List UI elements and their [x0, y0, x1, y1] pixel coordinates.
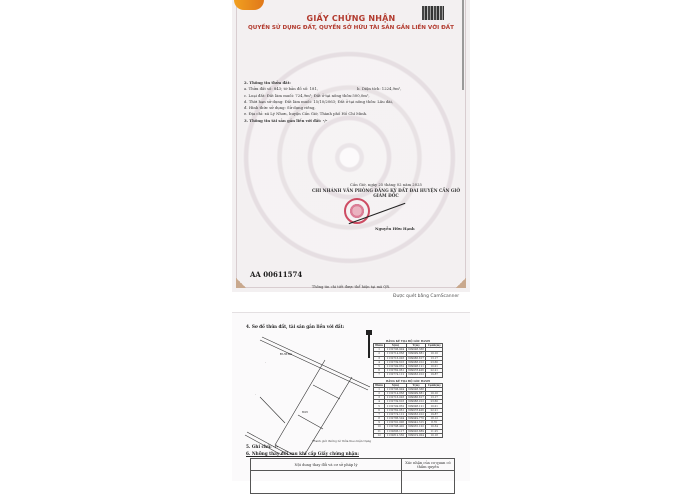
section-5-heading: 5. Ghi chú: -/-: [246, 444, 279, 449]
signer-role: GIÁM ĐỐC: [373, 193, 399, 198]
cell: 13.17: [426, 396, 443, 400]
info-line: đ. Hình thức sử dụng: Sử dụng riêng,: [244, 105, 316, 111]
certificate-subtitle: QUYỀN SỬ DỤNG ĐẤT, QUYỀN SỞ HỮU TÀI SẢN GẮN LIỀN VỚI ĐẤT: [248, 25, 454, 31]
info-heading: 2. Thông tin thửa đất:: [244, 80, 291, 85]
col-header: Điểm: [375, 344, 383, 348]
col-header: Cạnh(m): [427, 344, 441, 348]
cell: 609935.102: [406, 425, 426, 429]
cell: 1132706.904: [385, 348, 406, 352]
cell: 609963.012: [406, 412, 426, 416]
cell: 6: [374, 408, 385, 412]
svg-text:ĐƯỜNG: ĐƯỜNG: [280, 352, 293, 356]
cell: 2: [374, 391, 385, 395]
cell: 23.60: [426, 360, 443, 364]
col-header: Cạnh(m): [427, 383, 441, 387]
cell: 609998.368: [406, 348, 426, 352]
cell: 1132749.832: [385, 404, 406, 408]
cell: 11.25: [426, 429, 443, 433]
land-info: [244, 80, 459, 124]
cell: 5: [374, 364, 385, 368]
svg-text:843: 843: [302, 410, 308, 414]
cell: 7: [374, 373, 385, 377]
cell: 1132716.003: [385, 396, 406, 400]
cell: 8.70: [426, 421, 443, 425]
cell: 1132806.117: [385, 429, 406, 433]
cell: 1132786.504: [385, 417, 406, 421]
issuing-organization: CHI NHÁNH VĂN PHÒNG ĐĂNG KÝ ĐẤT ĐAI HUYỆN CẦN GIỜ: [311, 187, 461, 193]
info-line: d. Thời hạn sử dụng: Đất làm muối: 15/10/2063; Đất ở tại nông thôn: Lâu dài,: [244, 98, 393, 104]
cell: 1: [374, 348, 385, 352]
cell: 609986.817: [406, 356, 426, 360]
cell: 609998.121: [406, 404, 426, 408]
cell: 609919.004: [406, 433, 426, 437]
cell: 11: [374, 429, 385, 433]
corner-ornament-icon: [236, 278, 246, 288]
cell: 22.21: [426, 408, 443, 412]
cell: 23.60: [426, 400, 443, 404]
cell: 18.12: [426, 417, 443, 421]
coordinate-table-1: [373, 343, 443, 378]
cell: 609942.315: [406, 421, 426, 425]
cell: 1132762.061: [385, 408, 406, 412]
section-6-heading: 6. Những thay đổi sau khi cấp Giấy chứng nhận:: [246, 451, 359, 456]
coordinate-table-2: [373, 383, 443, 438]
info-line: 3. Thông tin tài sản gắn liền với đất: -/-: [244, 117, 328, 123]
cell: 19.87: [426, 412, 443, 416]
cell: 609986.817: [406, 396, 426, 400]
cell: 10.34: [426, 425, 443, 429]
cell: 609926.889: [406, 429, 426, 433]
cell: 13.17: [426, 356, 443, 360]
north-arrow-icon: [368, 332, 370, 358]
cell: [251, 471, 402, 494]
cell: 10: [374, 425, 385, 429]
cell: 10.10: [426, 352, 443, 356]
parcel-map: [240, 335, 370, 455]
cell: 609978.406: [406, 408, 426, 412]
cell: 9: [374, 421, 385, 425]
table2-title: BẢNG KÊ TỌA ĐỘ GÓC RANH: [386, 379, 430, 383]
certificate-title: GIẤY CHỨNG NHẬN: [306, 14, 396, 23]
coordinate-tables: [373, 340, 443, 440]
cell: 8: [374, 417, 385, 421]
signer-name: Nguyễn Hữu Hạnh: [375, 226, 415, 231]
cell: 4: [374, 400, 385, 404]
cell: 609998.368: [406, 387, 426, 391]
col-header: X(m): [385, 344, 406, 348]
cell: 1: [374, 387, 385, 391]
cell: 1132762.061: [385, 369, 406, 373]
certificate-page-1: [232, 0, 470, 292]
cell: [401, 471, 454, 494]
table1-title: BẢNG KÊ TỌA ĐỘ GÓC RANH: [386, 340, 430, 343]
cell: 609978.406: [406, 369, 426, 373]
col-header: Y(m): [406, 344, 426, 348]
map-note: *Ranh giới đường bờ thửa theo hiện trạng: [312, 439, 372, 443]
cell: 6: [374, 369, 385, 373]
cell: 609988.012: [406, 360, 426, 364]
cell: 609999.881: [406, 391, 426, 395]
table-row: [251, 471, 455, 494]
info-line: c. Loại đất: Đất làm muối: 724,9m²; Đất ở tại nông thôn:500,0m²,: [244, 92, 370, 98]
col-header: Y(m): [406, 383, 426, 387]
certificate-page-2: [232, 312, 470, 481]
cell: 22.21: [426, 369, 443, 373]
cell: 1132791.006: [385, 421, 406, 425]
cell: 1132798.420: [385, 425, 406, 429]
cell: 1132716.003: [385, 356, 406, 360]
section-4-heading: 4. Sơ đồ thửa đất, tài sản gắn liền với đất:: [246, 324, 345, 329]
signature-block: [306, 182, 466, 199]
cell: 1132774.112: [385, 373, 406, 377]
svg-text:.: .: [255, 392, 256, 396]
cell: 12: [374, 433, 385, 437]
cell: 7: [374, 412, 385, 416]
cell: 1132739.616: [385, 360, 406, 364]
cell: 2: [374, 352, 385, 356]
cell: 1132749.832: [385, 364, 406, 368]
cell: 1132774.112: [385, 412, 406, 416]
col-header: Điểm: [375, 383, 383, 387]
col-header: Nội dung thay đổi và cơ sở pháp lý: [251, 459, 402, 471]
cell: 19.87: [426, 373, 443, 377]
cell: 1132812.550: [385, 433, 406, 437]
cell: 1132714.858: [385, 352, 406, 356]
svg-text:.: .: [265, 360, 266, 364]
serial-number: AA 00611574: [250, 270, 303, 279]
qr-note: Thông tin chi tiết được thể hiện tại mã QR.: [311, 285, 391, 289]
cell: 1132714.858: [385, 391, 406, 395]
cell: 609949.770: [406, 417, 426, 421]
scanner-watermark: Được quét bằng CamScanner: [393, 294, 460, 299]
table-row: [374, 433, 443, 437]
col-header: Xác nhận của cơ quan có thẩm quyền: [401, 459, 454, 471]
cell: 5: [374, 404, 385, 408]
cell: 4: [374, 360, 385, 364]
cell: 609988.012: [406, 400, 426, 404]
cell: 10.18: [426, 433, 443, 437]
land-area: b. Diện tích: 1224,9m²,: [357, 86, 402, 91]
cell: 609998.121: [406, 364, 426, 368]
col-header: X(m): [385, 383, 406, 387]
cell: 1132739.616: [385, 400, 406, 404]
cell: 1132706.904: [385, 387, 406, 391]
changes-table: [250, 458, 455, 494]
info-line: e. Địa chỉ: xã Lý Nhơn, huyện Cần Giờ, Thành phố Hồ Chí Minh.: [244, 111, 368, 117]
corner-ornament-icon: [456, 278, 466, 288]
place-date: Cần Giờ, ngày 25 tháng 02 năm 2025: [350, 182, 422, 187]
cell: 10.01: [426, 404, 443, 408]
cell: 3: [374, 356, 385, 360]
info-line: a. Thửa đất số: 843; tờ bản đồ số: 181,: [244, 86, 319, 92]
cell: 10.01: [426, 364, 443, 368]
table-row: [374, 373, 443, 377]
cell: 3: [374, 396, 385, 400]
cell: 609963.012: [406, 373, 426, 377]
cell: 10.10: [426, 391, 443, 395]
cell: 609999.881: [406, 352, 426, 356]
